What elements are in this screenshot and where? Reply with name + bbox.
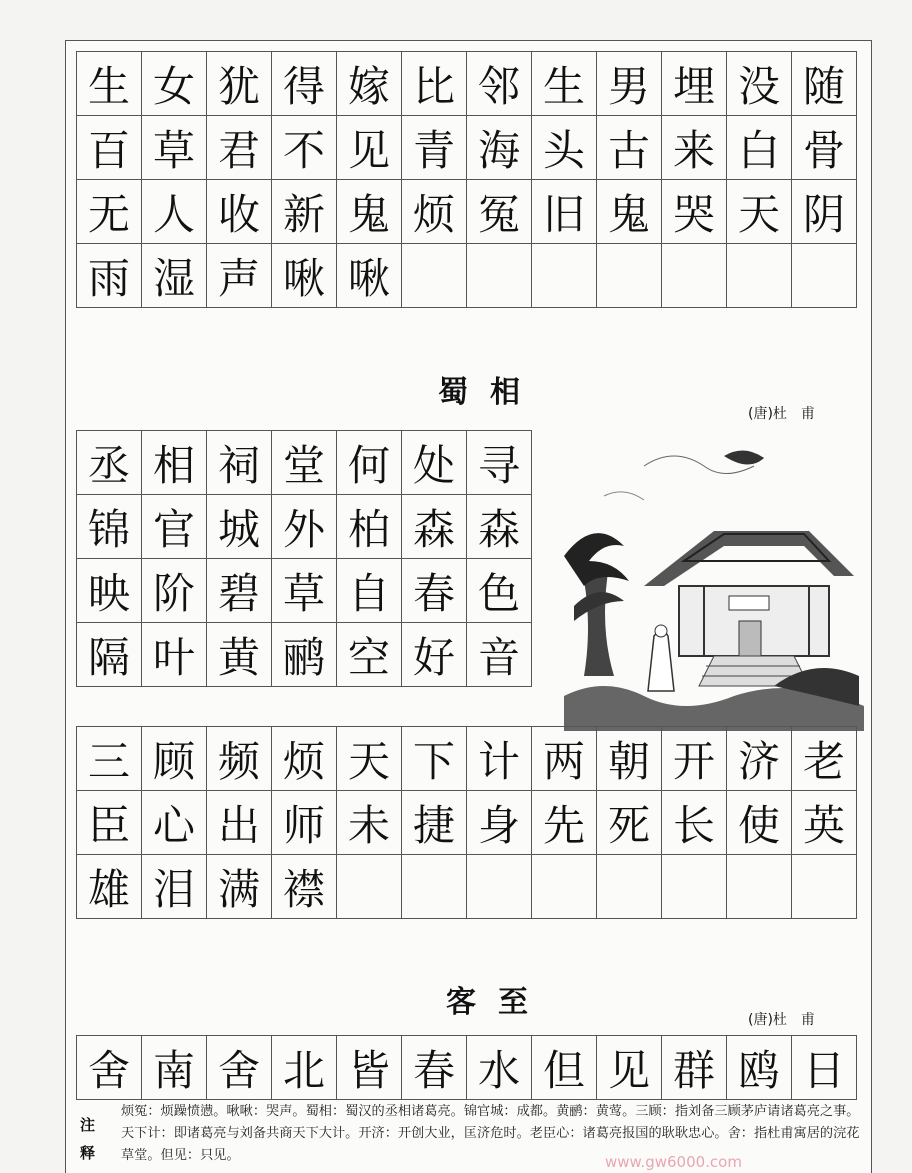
grid-character: 冤 <box>477 189 520 239</box>
grid-character: 身 <box>477 800 520 850</box>
grid-character: 捷 <box>412 800 455 850</box>
grid-cell <box>272 116 337 180</box>
grid-cell <box>337 244 402 308</box>
grid-character: 旧 <box>542 189 585 239</box>
grid-cell <box>207 116 272 180</box>
grid-character: 未 <box>347 800 390 850</box>
grid-cell <box>402 855 467 919</box>
grid-character <box>467 855 531 918</box>
grid-cell <box>337 495 402 559</box>
grid-cell <box>77 244 142 308</box>
grid-character: 丞 <box>87 440 130 490</box>
grid-character: 湿 <box>152 253 195 303</box>
poem-author-kezhi: (唐)杜 甫 <box>748 1012 815 1028</box>
grid-cell <box>402 727 467 791</box>
grid-character: 皆 <box>347 1045 390 1095</box>
grid-cell <box>142 495 207 559</box>
grid-cell <box>337 116 402 180</box>
copybook-page <box>65 40 872 1173</box>
grid-character: 寻 <box>477 440 520 490</box>
grid-cell <box>337 623 402 687</box>
grid-character: 森 <box>477 504 520 554</box>
grid-character: 色 <box>477 568 520 618</box>
grid-character: 人 <box>152 189 195 239</box>
grid-character: 草 <box>282 568 325 618</box>
grid-cell <box>207 244 272 308</box>
grid-cell <box>532 244 597 308</box>
grid-cell <box>207 791 272 855</box>
grid-character: 草 <box>152 125 195 175</box>
grid-cell <box>272 559 337 623</box>
grid-cell <box>337 1036 402 1100</box>
grid-cell <box>467 855 532 919</box>
temple-illustration <box>564 436 864 731</box>
grid-character: 使 <box>737 800 780 850</box>
grid-cell <box>402 559 467 623</box>
grid-cell <box>467 559 532 623</box>
grid-character: 堂 <box>282 440 325 490</box>
grid-character: 长 <box>672 800 715 850</box>
grid-cell <box>272 727 337 791</box>
grid-cell <box>792 791 857 855</box>
grid-character: 频 <box>217 736 260 786</box>
grid-character: 但 <box>542 1045 585 1095</box>
grid-cell <box>727 180 792 244</box>
grid-character: 随 <box>802 61 845 111</box>
grid-cell <box>272 244 337 308</box>
grid-cell <box>272 431 337 495</box>
grid-character: 北 <box>282 1045 325 1095</box>
notes-label: 注释 <box>80 1116 96 1162</box>
grid-character: 老 <box>802 736 845 786</box>
grid-character: 两 <box>542 736 585 786</box>
grid-cell <box>662 116 727 180</box>
annotation-notes <box>66 1101 871 1173</box>
grid-character: 鸥 <box>737 1045 780 1095</box>
grid-character: 鹂 <box>282 632 325 682</box>
grid-cell <box>467 1036 532 1100</box>
grid-character: 碧 <box>217 568 260 618</box>
grid-character: 官 <box>152 504 195 554</box>
grid-cell <box>142 855 207 919</box>
grid-character <box>597 244 661 307</box>
grid-cell <box>77 116 142 180</box>
grid-cell <box>77 791 142 855</box>
grid-cell <box>792 116 857 180</box>
grid-character <box>467 244 531 307</box>
grid-cell <box>337 559 402 623</box>
grid-character: 城 <box>217 504 260 554</box>
grid-character: 好 <box>412 632 455 682</box>
grid-character: 烦 <box>282 736 325 786</box>
grid-cell <box>77 495 142 559</box>
grid-character: 白 <box>737 125 780 175</box>
grid-character: 隔 <box>87 632 130 682</box>
grid-character: 音 <box>477 632 520 682</box>
grid-cell <box>597 180 662 244</box>
grid-cell <box>662 1036 727 1100</box>
grid-character <box>337 855 401 918</box>
grid-character: 阶 <box>152 568 195 618</box>
grid-character <box>532 244 596 307</box>
grid-cell <box>662 791 727 855</box>
grid-cell <box>727 727 792 791</box>
grid-character: 春 <box>412 568 455 618</box>
grid-cell <box>792 1036 857 1100</box>
kezhi-grid <box>76 1035 857 1100</box>
grid-cell <box>207 495 272 559</box>
grid-character <box>792 855 856 918</box>
grid-cell <box>272 791 337 855</box>
grid-cell <box>532 116 597 180</box>
grid-cell <box>207 623 272 687</box>
grid-character: 相 <box>152 440 195 490</box>
grid-character: 收 <box>217 189 260 239</box>
grid-cell <box>402 431 467 495</box>
grid-cell <box>142 116 207 180</box>
grid-character: 泪 <box>152 864 195 914</box>
grid-cell <box>597 791 662 855</box>
grid-character <box>532 855 596 918</box>
grid-cell <box>207 559 272 623</box>
grid-character: 无 <box>87 189 130 239</box>
grid-cell <box>597 1036 662 1100</box>
grid-cell <box>792 180 857 244</box>
grid-character: 群 <box>672 1045 715 1095</box>
grid-character: 祠 <box>217 440 260 490</box>
grid-character: 天 <box>347 736 390 786</box>
grid-character: 新 <box>282 189 325 239</box>
grid-character: 鬼 <box>607 189 650 239</box>
grid-cell <box>142 431 207 495</box>
grid-cell <box>272 495 337 559</box>
grid-character: 水 <box>477 1045 520 1095</box>
grid-cell <box>272 855 337 919</box>
grid-cell <box>467 180 532 244</box>
grid-cell <box>402 180 467 244</box>
grid-character <box>727 855 791 918</box>
grid-character: 师 <box>282 800 325 850</box>
grid-cell <box>727 1036 792 1100</box>
grid-cell <box>597 244 662 308</box>
grid-character <box>402 244 466 307</box>
grid-cell <box>207 52 272 116</box>
grid-cell <box>402 244 467 308</box>
grid-character: 先 <box>542 800 585 850</box>
poem-continuation-grid <box>76 51 857 308</box>
grid-cell <box>142 52 207 116</box>
grid-cell <box>532 180 597 244</box>
grid-cell <box>207 431 272 495</box>
grid-character: 来 <box>672 125 715 175</box>
grid-character: 犹 <box>217 61 260 111</box>
grid-cell <box>207 855 272 919</box>
grid-character: 开 <box>672 736 715 786</box>
notes-text: 烦冤：烦躁愤懑。啾啾：哭声。蜀相：蜀汉的丞相诸葛亮。锦官城：成都。黄鹂：黄莺。三顾：指刘备三顾茅庐请诸葛亮之事。天下计：即诸葛亮与刘备共商天下大计。开济：开创大业，匡济危时。老臣心：诸葛亮报国的耿耿忠心。舍：指杜甫寓居的浣花草堂。但见：只见。 <box>121 1104 860 1163</box>
grid-cell <box>532 855 597 919</box>
grid-character: 阴 <box>802 189 845 239</box>
grid-character: 雄 <box>87 864 130 914</box>
grid-cell <box>532 727 597 791</box>
grid-character: 青 <box>412 125 455 175</box>
grid-cell <box>77 431 142 495</box>
grid-cell <box>142 559 207 623</box>
grid-character: 天 <box>737 189 780 239</box>
grid-cell <box>662 244 727 308</box>
grid-cell <box>142 1036 207 1100</box>
grid-character: 古 <box>607 125 650 175</box>
grid-cell <box>662 855 727 919</box>
grid-cell <box>402 52 467 116</box>
grid-character: 海 <box>477 125 520 175</box>
poem-title-kezhi: 客至 <box>446 985 550 1020</box>
grid-character: 死 <box>607 800 650 850</box>
grid-character: 处 <box>412 440 455 490</box>
grid-cell <box>727 52 792 116</box>
grid-cell <box>727 791 792 855</box>
grid-character: 男 <box>607 61 650 111</box>
grid-cell <box>792 52 857 116</box>
grid-character: 鬼 <box>347 189 390 239</box>
grid-character: 邻 <box>477 61 520 111</box>
grid-cell <box>272 180 337 244</box>
grid-cell <box>727 855 792 919</box>
grid-character: 比 <box>412 61 455 111</box>
grid-cell <box>597 52 662 116</box>
grid-cell <box>532 52 597 116</box>
grid-cell <box>77 855 142 919</box>
grid-cell <box>337 727 402 791</box>
grid-cell <box>727 116 792 180</box>
grid-character <box>727 244 791 307</box>
grid-cell <box>467 244 532 308</box>
grid-cell <box>142 180 207 244</box>
grid-character: 柏 <box>347 504 390 554</box>
grid-cell <box>467 431 532 495</box>
grid-character <box>792 244 856 307</box>
grid-cell <box>337 855 402 919</box>
grid-character: 骨 <box>802 125 845 175</box>
shuxiang-full-grid <box>76 726 857 919</box>
grid-cell <box>207 1036 272 1100</box>
grid-character: 锦 <box>87 504 130 554</box>
grid-character: 英 <box>802 800 845 850</box>
grid-character <box>597 855 661 918</box>
grid-character <box>402 855 466 918</box>
grid-cell <box>402 791 467 855</box>
grid-cell <box>467 727 532 791</box>
grid-character: 君 <box>217 125 260 175</box>
grid-cell <box>662 180 727 244</box>
grid-character: 生 <box>87 61 130 111</box>
grid-cell <box>337 791 402 855</box>
grid-cell <box>792 244 857 308</box>
grid-character: 见 <box>607 1045 650 1095</box>
grid-character: 女 <box>152 61 195 111</box>
grid-cell <box>337 52 402 116</box>
grid-character: 南 <box>152 1045 195 1095</box>
grid-character: 啾 <box>282 253 325 303</box>
grid-character <box>662 855 726 918</box>
grid-cell <box>467 791 532 855</box>
grid-cell <box>272 52 337 116</box>
grid-cell <box>207 180 272 244</box>
grid-character: 百 <box>87 125 130 175</box>
grid-cell <box>402 495 467 559</box>
grid-character: 顾 <box>152 736 195 786</box>
grid-cell <box>662 52 727 116</box>
grid-character: 舍 <box>87 1045 130 1095</box>
grid-character: 舍 <box>217 1045 260 1095</box>
grid-character: 外 <box>282 504 325 554</box>
grid-cell <box>77 52 142 116</box>
grid-cell <box>142 244 207 308</box>
grid-character: 心 <box>152 800 195 850</box>
grid-character: 烦 <box>412 189 455 239</box>
grid-cell <box>77 1036 142 1100</box>
grid-character: 不 <box>282 125 325 175</box>
grid-cell <box>402 1036 467 1100</box>
grid-cell <box>402 116 467 180</box>
grid-cell <box>532 791 597 855</box>
grid-character: 何 <box>347 440 390 490</box>
grid-character: 自 <box>347 568 390 618</box>
grid-cell <box>467 52 532 116</box>
grid-character: 日 <box>802 1045 845 1095</box>
grid-cell <box>77 623 142 687</box>
grid-character: 埋 <box>672 61 715 111</box>
grid-cell <box>272 623 337 687</box>
grid-character: 春 <box>412 1045 455 1095</box>
shuxiang-short-grid <box>76 430 532 687</box>
grid-character: 臣 <box>87 800 130 850</box>
grid-character: 襟 <box>282 864 325 914</box>
grid-character: 映 <box>87 568 130 618</box>
grid-cell <box>597 855 662 919</box>
grid-character <box>662 244 726 307</box>
grid-character: 啾 <box>347 253 390 303</box>
grid-character: 雨 <box>87 253 130 303</box>
grid-character: 森 <box>412 504 455 554</box>
grid-character: 见 <box>347 125 390 175</box>
grid-cell <box>272 1036 337 1100</box>
grid-cell <box>402 623 467 687</box>
grid-cell <box>207 727 272 791</box>
grid-cell <box>792 727 857 791</box>
grid-cell <box>467 495 532 559</box>
grid-character: 黄 <box>217 632 260 682</box>
grid-character: 声 <box>217 253 260 303</box>
grid-character: 济 <box>737 736 780 786</box>
grid-character: 计 <box>477 736 520 786</box>
grid-character: 哭 <box>672 189 715 239</box>
grid-character: 没 <box>737 61 780 111</box>
grid-cell <box>142 791 207 855</box>
grid-cell <box>77 727 142 791</box>
grid-cell <box>467 116 532 180</box>
grid-cell <box>142 623 207 687</box>
grid-cell <box>142 727 207 791</box>
grid-cell <box>727 244 792 308</box>
poem-author-shuxiang: (唐)杜 甫 <box>748 406 815 422</box>
grid-cell <box>337 180 402 244</box>
grid-character: 下 <box>412 736 455 786</box>
grid-cell <box>662 727 727 791</box>
grid-character: 头 <box>542 125 585 175</box>
grid-character: 叶 <box>152 632 195 682</box>
grid-cell <box>597 727 662 791</box>
poem-title-shuxiang: 蜀相 <box>438 375 542 410</box>
grid-character: 得 <box>282 61 325 111</box>
grid-character: 朝 <box>607 736 650 786</box>
grid-cell <box>467 623 532 687</box>
grid-character: 空 <box>347 632 390 682</box>
grid-character: 三 <box>87 736 130 786</box>
grid-cell <box>532 1036 597 1100</box>
site-watermark: www.gw6000.com <box>605 1153 742 1171</box>
grid-cell <box>77 180 142 244</box>
grid-cell <box>77 559 142 623</box>
grid-cell <box>597 116 662 180</box>
grid-character: 出 <box>217 800 260 850</box>
grid-character: 满 <box>217 864 260 914</box>
grid-cell <box>337 431 402 495</box>
grid-cell <box>792 855 857 919</box>
grid-character: 嫁 <box>347 61 390 111</box>
grid-character: 生 <box>542 61 585 111</box>
